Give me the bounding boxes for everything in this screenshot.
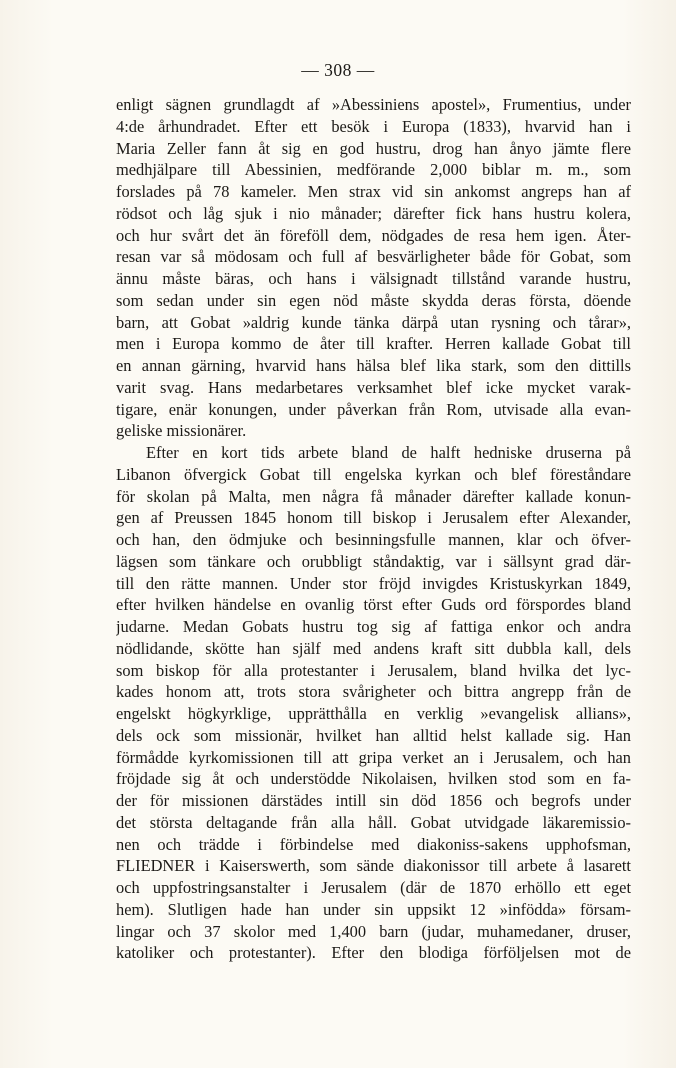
text-line: en annan gärning, hvarvid hans hälsa blef lika stark, som den dittills bbox=[116, 356, 631, 375]
text-line: medhjälpare till Abessinien, medförande 2,000 biblar m. m., som bbox=[116, 160, 631, 180]
text-line: barn, att Gobat »aldrig kunde tänka därpå utan rysning och tårar», bbox=[116, 312, 631, 332]
text-line: hem). Slutligen hade han under sin uppsikt 12 »infödda» försam- bbox=[116, 899, 631, 919]
text-line: Libanon öfvergick Gobat till engelska kyrkan och blef föreståndare bbox=[116, 464, 631, 484]
text-line: förmådde kyrkomissionen till att gripa verket an i Jerusalem, och han bbox=[116, 747, 631, 767]
text-line: resan var så mödosam och full af besvärligheter både för Gobat, som bbox=[116, 247, 631, 267]
text-line: och hur svårt det än föreföll dem, nödgades de resa hem igen. Åter- bbox=[116, 225, 631, 245]
text-line: efter hvilken händelse en ovanlig törst efter Guds ord förspordes bland bbox=[116, 595, 631, 615]
text-line: nen och trädde i förbindelse med diakoniss-sakens upphofsman, bbox=[116, 834, 631, 854]
text-line: FLIEDNER i Kaiserswerth, som sände diakonissor till arbete å lasarett bbox=[116, 856, 631, 876]
text-line: Maria Zeller fann åt sig en god hustru, drog han ånyo jämte flere bbox=[116, 138, 631, 158]
text-line: rödsot och låg sjuk i nio månader; därefter fick hans hustru kolera, bbox=[116, 203, 631, 223]
page-number: — 308 — bbox=[301, 60, 375, 80]
text-line: 4:de århundradet. Efter ett besök i Europa (1833), hvarvid han i bbox=[116, 116, 631, 136]
body-text bbox=[116, 94, 631, 964]
text-line: och uppfostringsanstalter i Jerusalem (där de 1870 erhöllo ett eget bbox=[116, 878, 631, 897]
text-line: nödlidande, skötte han själf med andens kraft sitt dubbla kall, dels bbox=[116, 638, 631, 658]
text-line: dels ock som missionär, hvilket han alltid helst kallade sig. Han bbox=[116, 725, 631, 745]
text-line: judarne. Medan Gobats hustru tog sig af fattiga enkor och andra bbox=[116, 617, 631, 636]
text-line: geliske missionärer. bbox=[116, 421, 247, 441]
text-line: gen af Preussen 1845 honom till biskop i Jerusalem efter Alexander, bbox=[116, 508, 631, 528]
text-line: som biskop för alla protestanter i Jerusalem, bland hvilka det lyc- bbox=[116, 660, 631, 680]
text-line: det största deltagande från alla håll. Gobat utvidgade läkaremissio- bbox=[116, 812, 631, 832]
text-line: lägsen som tänkare och orubbligt ståndaktig, var i sällsynt grad där- bbox=[116, 551, 631, 571]
text-line: engelskt högkyrklige, upprätthålla en verklig »evangelisk allians», bbox=[116, 704, 631, 723]
text-line: varit svag. Hans medarbetares verksamhet blef icke mycket varak- bbox=[116, 377, 631, 397]
text-line: fröjdade sig åt och understödde Nikolaisen, hvilken stod som en fa- bbox=[116, 769, 631, 789]
text-line: lingar och 37 skolor med 1,400 barn (judar, muhamedaner, druser, bbox=[116, 921, 631, 941]
text-line: men i Europa kommo de åter till krafter. Herren kallade Gobat till bbox=[116, 334, 631, 354]
text-line: tigare, enär konungen, under påverkan från Rom, utvisade alla evan- bbox=[116, 399, 631, 419]
text-line: kades honom att, trots stora svårigheter och bittra angrepp från de bbox=[116, 682, 631, 702]
text-line: som sedan under sin egen nöd måste skydda deras första, döende bbox=[116, 290, 631, 310]
text-line: för skolan på Malta, men några få månader därefter kallade konun- bbox=[116, 486, 631, 506]
text-line: forslades på 78 kameler. Men strax vid sin ankomst angreps han af bbox=[116, 182, 631, 201]
text-line: till den rätte mannen. Under stor fröjd invigdes Kristuskyrkan 1849, bbox=[116, 573, 631, 593]
text-line: katoliker och protestanter). Efter den blodiga förföljelsen mot de bbox=[116, 943, 631, 963]
text-line: der för missionen därstädes intill sin död 1856 och begrofs under bbox=[116, 791, 631, 810]
text-line: ännu måste bäras, och hans i välsignadt tillstånd varande hustru, bbox=[116, 269, 631, 288]
text-line: och han, den ödmjuke och besinningsfulle mannen, klar och öfver- bbox=[116, 530, 631, 549]
text-line: enligt sägnen grundlagdt af »Abessiniens apostel», Frumentius, under bbox=[116, 95, 631, 114]
text-line: Efter en kort tids arbete bland de halft hedniske druserna på bbox=[146, 443, 631, 462]
